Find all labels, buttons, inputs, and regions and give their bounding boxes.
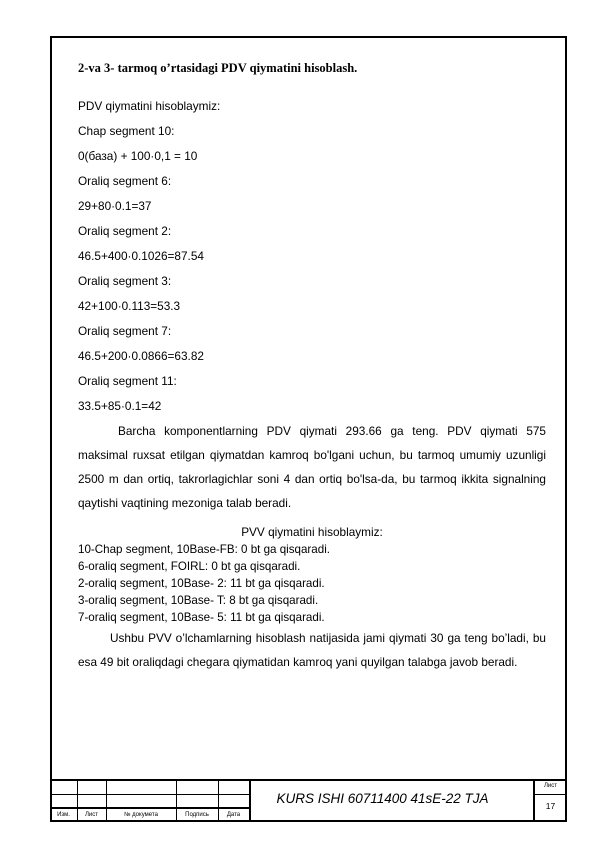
- pdv-line: Oraliq segment 11:: [78, 374, 177, 388]
- pvv-heading: PVV qiymatini hisoblaymiz:: [241, 525, 383, 539]
- pdv-line: 46.5+200·0.0866=63.82: [78, 349, 204, 363]
- col-document-label: № докумета: [124, 812, 158, 818]
- col-date-label: Дата: [226, 812, 241, 818]
- pvv-line: 6-oraliq segment, FOIRL: 0 bt ga qisqaradi.: [78, 560, 301, 573]
- col-izm-label: Изм.: [57, 812, 70, 818]
- pdv-line: Chap segment 10:: [78, 124, 175, 138]
- document-title: KURS ISHI 60711400 41sE-22 TJA: [276, 791, 489, 806]
- pdv-line: Oraliq segment 3:: [78, 274, 172, 288]
- section-heading: 2-va 3- tarmoq o’rtasidagi PDV qiymatini hisoblash.: [78, 61, 358, 75]
- pvv-line: 7-oraliq segment, 10Base- 5: 11 bt ga qisqaradi.: [78, 611, 325, 624]
- col-signature-label: Подпись: [185, 812, 209, 818]
- pvv-line: 3-oraliq segment, 10Base- T: 8 bt ga qisqaradi.: [78, 594, 319, 607]
- pdv-line: Oraliq segment 2:: [78, 224, 172, 238]
- pdv-calculation-list: [78, 94, 546, 419]
- pdv-line: 0(база) + 100·0,1 = 10: [78, 149, 198, 163]
- pdv-conclusion-paragraph: Barcha komponentlarning PDV qiymati 293.66 ga teng. PDV qiymati 575 maksimal ruxsat etilgan qiymatdan kamroq bo'lgani uchun, bu tarmoq umumiy uzunligi 2500 m dan ortiq, takrorlagichlar soni 4 dan ortiq bo'lsa-da, bu tarmoq ikkita signalning qaytishi vaqtining mezoniga talab beradi.: [78, 424, 546, 510]
- title-block-rule: [50, 794, 250, 795]
- title-block-rule: [534, 794, 567, 795]
- pdv-line: 46.5+400·0.1026=87.54: [78, 249, 204, 263]
- pvv-line: 2-oraliq segment, 10Base- 2: 11 bt ga qisqaradi.: [78, 577, 325, 590]
- pdv-line: Oraliq segment 6:: [78, 174, 172, 188]
- document-body: [78, 58, 546, 674]
- title-block: [50, 779, 567, 822]
- pvv-conclusion-paragraph: Ushbu PVV o’lchamlarning hisoblash natijasida jami qiymati 30 ga teng bo’ladi, bu esa 49 bit oraliqdagi chegara qiymatidan kamroq yani quyilgan talabga javob beradi.: [78, 631, 546, 669]
- pvv-line: 10-Chap segment, 10Base-FB: 0 bt ga qisqaradi.: [78, 543, 330, 556]
- pdv-line: 29+80·0.1=37: [78, 199, 152, 213]
- col-list-label: Лист: [84, 812, 99, 818]
- pdv-line: PDV qiymatini hisoblaymiz:: [78, 99, 221, 113]
- title-block-rule: [50, 807, 250, 809]
- pvv-calculation-list: [78, 541, 546, 626]
- pdv-line: Oraliq segment 7:: [78, 324, 172, 338]
- pdv-line: 33.5+85·0.1=42: [78, 399, 162, 413]
- sheet-label: Лист: [543, 783, 558, 789]
- pdv-line: 42+100·0.113=53.3: [78, 299, 181, 313]
- sheet-number: 17: [545, 801, 556, 811]
